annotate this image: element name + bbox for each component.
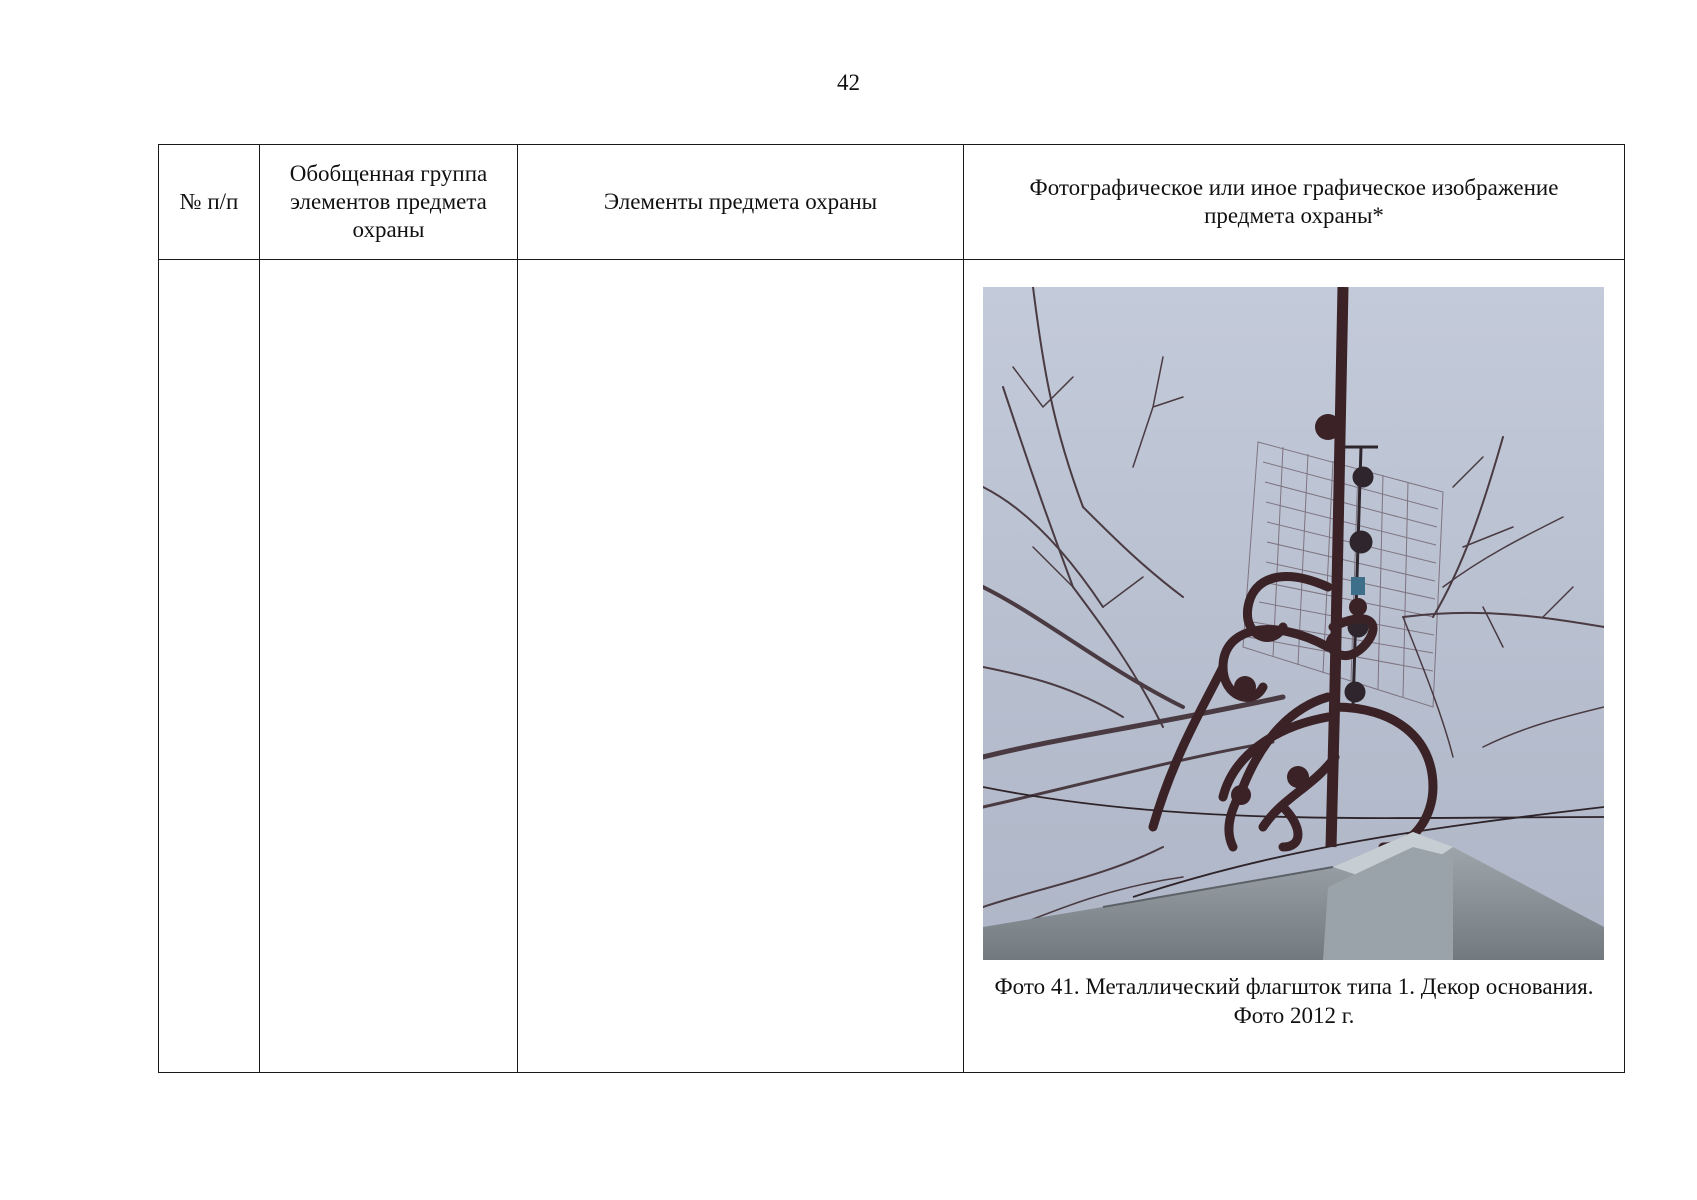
cell-group xyxy=(260,260,518,1073)
page-number: 42 xyxy=(837,70,860,95)
cell-elements xyxy=(518,260,964,1073)
caption-line-1: Фото 41. Металлический флагшток типа 1. Декор основания. xyxy=(994,974,1594,999)
table-header-row xyxy=(159,145,1625,260)
flagpole-photo xyxy=(983,287,1604,960)
caption-line-2: Фото 2012 г. xyxy=(1233,1003,1355,1028)
header-elements: Элементы предмета охраны xyxy=(518,145,964,260)
cell-number xyxy=(159,260,260,1073)
protection-table xyxy=(158,144,1625,1073)
photo-caption xyxy=(964,972,1624,1030)
header-image: Фотографическое или иное графическое изображение предмета охраны* xyxy=(964,145,1625,260)
cell-image xyxy=(964,260,1625,1073)
table-row xyxy=(159,260,1625,1073)
header-number: № п/п xyxy=(159,145,260,260)
header-group: Обобщенная группа элементов предмета охраны xyxy=(260,145,518,260)
